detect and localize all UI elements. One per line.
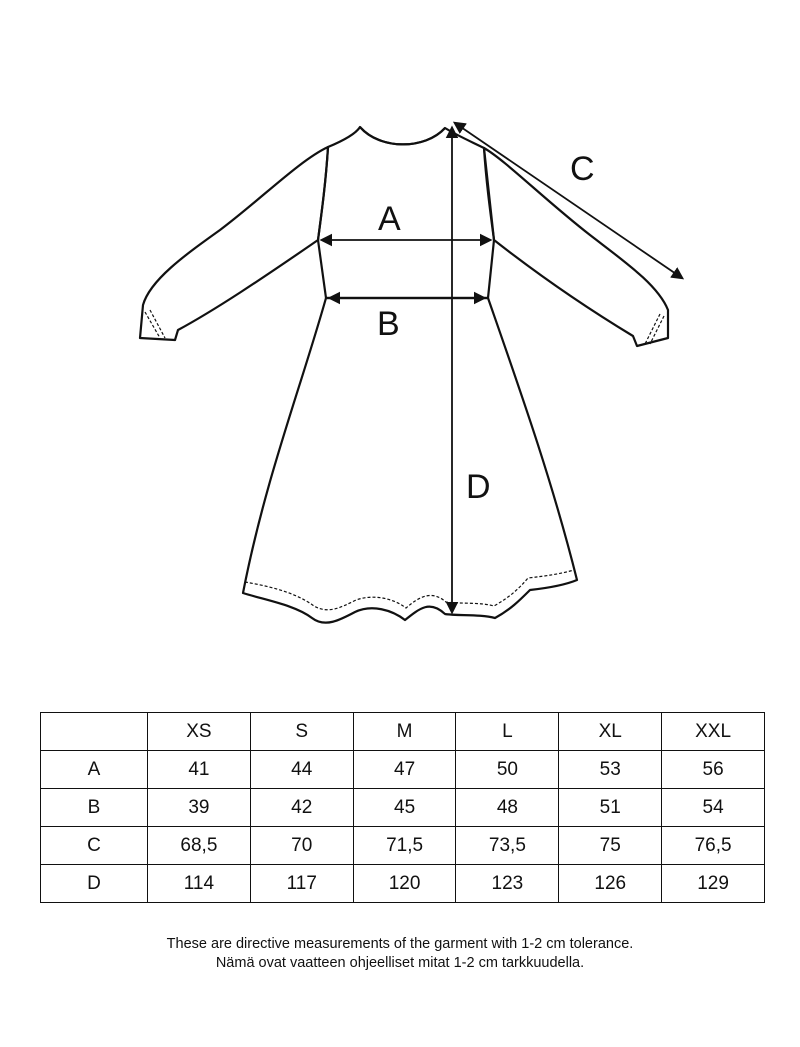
table-cell: 71,5 bbox=[353, 827, 456, 865]
row-label: C bbox=[41, 827, 148, 865]
table-row bbox=[41, 789, 765, 827]
table-header-cell: XS bbox=[148, 713, 251, 751]
tolerance-note bbox=[0, 935, 800, 973]
row-label: D bbox=[41, 865, 148, 903]
measurement-label-d: D bbox=[466, 468, 491, 506]
table-header-row bbox=[41, 713, 765, 751]
table-header-cell bbox=[41, 713, 148, 751]
table-header-cell: XXL bbox=[662, 713, 765, 751]
dress-left-sleeve bbox=[140, 147, 328, 340]
table-row bbox=[41, 827, 765, 865]
table-cell: 54 bbox=[662, 789, 765, 827]
table-cell: 126 bbox=[559, 865, 662, 903]
hem-stitching bbox=[245, 570, 574, 610]
size-chart-table bbox=[40, 712, 765, 903]
table-header-cell: M bbox=[353, 713, 456, 751]
table-header-cell: L bbox=[456, 713, 559, 751]
table-cell: 68,5 bbox=[148, 827, 251, 865]
measurement-label-b: B bbox=[377, 305, 400, 343]
left-cuff-stitching bbox=[145, 310, 165, 338]
table-row bbox=[41, 751, 765, 789]
measurement-label-c: C bbox=[570, 150, 595, 188]
table-row bbox=[41, 865, 765, 903]
measurement-label-a: A bbox=[378, 200, 401, 238]
table-cell: 44 bbox=[250, 751, 353, 789]
table-cell: 45 bbox=[353, 789, 456, 827]
dress-bodice-outline bbox=[318, 127, 494, 298]
table-cell: 51 bbox=[559, 789, 662, 827]
row-label: B bbox=[41, 789, 148, 827]
table-cell: 129 bbox=[662, 865, 765, 903]
table-cell: 70 bbox=[250, 827, 353, 865]
tolerance-note-english: These are directive measurements of the garment with 1-2 cm tolerance. bbox=[166, 936, 634, 952]
dress-skirt-outline bbox=[243, 298, 577, 623]
table-cell: 41 bbox=[148, 751, 251, 789]
table-cell: 120 bbox=[353, 865, 456, 903]
table-cell: 56 bbox=[662, 751, 765, 789]
table-cell: 47 bbox=[353, 751, 456, 789]
table-cell: 73,5 bbox=[456, 827, 559, 865]
table-cell: 114 bbox=[148, 865, 251, 903]
table-cell: 50 bbox=[456, 751, 559, 789]
table-header-cell: XL bbox=[559, 713, 662, 751]
table-header-cell: S bbox=[250, 713, 353, 751]
table-cell: 75 bbox=[559, 827, 662, 865]
table-cell: 39 bbox=[148, 789, 251, 827]
tolerance-note-finnish: Nämä ovat vaatteen ohjeelliset mitat 1-2 cm tarkkuudella. bbox=[215, 955, 585, 971]
table-cell: 48 bbox=[456, 789, 559, 827]
neckline bbox=[360, 127, 445, 144]
table-cell: 117 bbox=[250, 865, 353, 903]
table-cell: 123 bbox=[456, 865, 559, 903]
table-cell: 53 bbox=[559, 751, 662, 789]
table-cell: 42 bbox=[250, 789, 353, 827]
table-cell: 76,5 bbox=[662, 827, 765, 865]
row-label: A bbox=[41, 751, 148, 789]
